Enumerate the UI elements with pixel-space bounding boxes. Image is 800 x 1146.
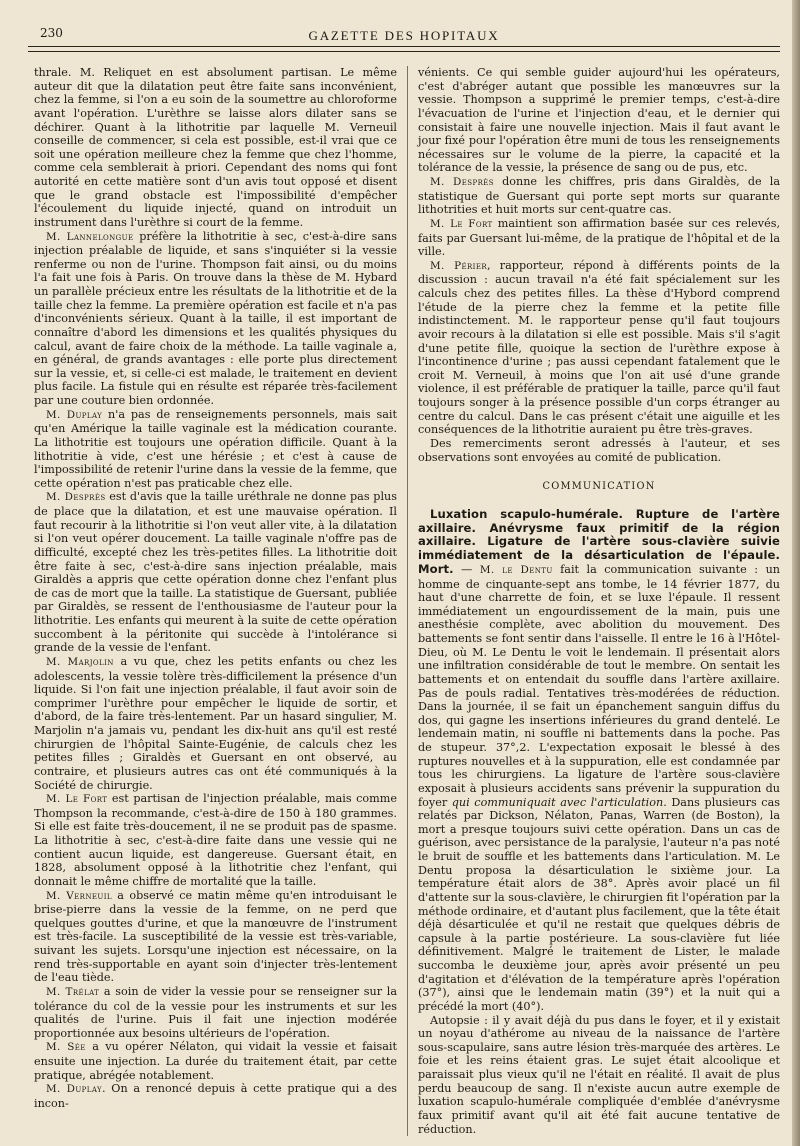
- article-author: M. le Dentu: [479, 563, 553, 576]
- section-heading: COMMUNICATION: [542, 481, 656, 493]
- paragraph: [34, 230, 397, 408]
- speaker-name: M. Duplay: [46, 408, 103, 421]
- paragraph-text: a vu opérer Nélaton, qui vidait la vessie et faisait ensuite une injection. La durée du traitement était, par cette pratique, abrégée notablement.: [34, 1040, 398, 1082]
- paragraph-text: . On a renoncé depuis à cette pratique qui a des incon-: [34, 1082, 398, 1110]
- speaker-name: M. Desprès: [430, 176, 494, 188]
- paragraph-text: a vu que, chez les petits enfants ou chez les adolescents, la vessie tolère très-difficilement la présence d'un liquide. Si l'on fait une injection préalable, il faut avoir soin de comprimer l'urèthre pour empêcher le liquide de sortir, et d'abord, de la faire très-lentement. Par un hasard singulier, M. Marjolin n'a jamais vu, pendant les dix-huit ans qu'il est resté chirurgien de l'hôpital Sainte-Eugénie, de calculs chez les petites filles ; Giraldès et Guersant en ont observé, au contraire, et plusieurs autres cas ont été communiqués à la Société de chirurgie.: [34, 654, 397, 792]
- paragraph: [34, 1040, 397, 1082]
- paragraph-text: a soin de vider la vessie pour se renseigner sur la tolérance du col de la vessie pour les instruments et sur les qualités de l'urine. Puis il fait une injection modérée proportionnée aux besoins ultérieurs de l'opération.: [34, 984, 397, 1040]
- paragraph: thrale. M. Reliquet en est absolument partisan. Le même auteur dit que la dilatation peut être faite sans inconvénient, chez la femme, si l'on a eu soin de la soumettre au chloroforme avant l'opération. L'urèthre se laisse alors dilater sans se déchirer. Quant à la lithotritie par laquelle M. Verneuil conseille de commencer, si cela est possible, est-il vrai que ce soit une opération meilleure chez la femme que chez l'homme, comme cela semblerait à priori. Cependant des noms qui font autorité en cette matière sont d'un avis tout opposé et disent que le grand obstacle est l'impossibilité d'empêcher l'écoulement du liquide injecté, quand on introduit un instrument dans l'urèthre si court de la femme.: [34, 66, 397, 229]
- left-column: [28, 66, 397, 1136]
- speaker-name: M. Périer: [430, 259, 488, 272]
- paragraph: [34, 655, 397, 792]
- paragraph: [418, 259, 780, 437]
- paragraph-text: maintient son affirmation basée sur ces relevés, faits par Guersant lui-même, de la pratique de l'hôpital et de la ville.: [418, 216, 781, 259]
- paragraph-text: est d'avis que la taille uréthrale ne donne pas plus de place que la dilatation, et est une mauvaise opération. Il faut recourir à la lithotritie si l'on veut aller vite, à la dilatation si l'on veut opérer doucement. La taille vaginale n'offre pas de difficulté, excepté chez les très-petites filles. La lithotritie doit être faite à sec, c'est-à-dire sans injection préalable, mais Giraldès a appris que cette opération donne chez l'enfant plus de cas de mort que la taille. La statistique de Guersant, publiée par Giraldès, se ressent de l'enthousiasme de l'auteur pour la lithotritie. Les enfants qui meurent à la suite de cette opération succombent à la péritonite qui succède à l'intolérance si grande de la vessie de l'enfant.: [34, 490, 397, 655]
- text-columns: [28, 66, 780, 1136]
- paragraph: vénients. Ce qui semble guider aujourd'hui les opérateurs, c'est d'abréger autant que possible les manœuvres sur la vessie. Thompson a supprimé le premier temps, c'est-à-dire l'évacuation de l'urine et l'injection d'eau, et le dernier qui consistait à faire une nouvelle injection. Mais il faut avant le jour fixé pour l'opération être muni de tous les renseignements nécessaires sur le volume de la pierre, la capacité et la tolérance de la vessie, la présence de sang ou de pus, etc.: [418, 66, 780, 175]
- paragraph: Des remerciments seront adressés à l'auteur, et ses observations sont envoyées au comité de publication.: [418, 436, 780, 464]
- journal-title: GAZETTE DES HOPITAUX: [308, 28, 500, 43]
- article-paragraph: Luxation scapulo-humérale. Rupture de l'artère axillaire. Anévrysme faux primitif de la région axillaire. Ligature de l'artère sous-clavière suivie immédiatement de la désarticulation de l'épaule. Mort. — M. le Dentu fait la communication suivante : un homme de cinquante-sept ans tombe, le 14 février 1877, du haut d'une charrette de foin, et se luxe l'épaule. Il ressent immédiatement un engourdissement de la main, puis une anesthésie complète, avec abolition du mouvement. Des battements se font sentir dans l'aisselle. Il entre le 16 à l'Hôtel-Dieu, où M. Le Dentu le voit le lendemain. Il présentait alors une infiltration considérable de tout le membre. On sentait les battements et on entendait du souffle dans l'artère axillaire. Pas de pouls radial. Tentatives très-modérées de réduction. Dans la journée, il se fait un épanchement sanguin diffus du dos, qui gagne les insertions inférieures du grand dentelé. Le lendemain matin, ni souffle ni battements dans la poche. Pas de stupeur. 37°,2. L'expectation exposait le blessé à des ruptures nouvelles et à la suppuration, elle est condamnée par tous les chirurgiens. La ligature de l'artère sous-clavière exposait à plusieurs accidents sans prévenir la suppuration du foyer qui communiquait avec l'articulation. Dans plusieurs cas relatés par Dickson, Nélaton, Panas, Warren (de Boston), la mort a presque toujours suivi cette opération. Dans un cas de guérison, avec persistance de la paralysie, l'auteur n'a pas noté le bruit de souffle et les battements dans l'articulation. M. Le Dentu proposa la désarticulation le sixième jour. La température était alors de 38°. Après avoir placé un fil d'attente sur la sous-clavière, le chirurgien fit l'opération par la méthode ordinaire, et d'autant plus facilement, que la tête était déjà désarticulée et qu'il ne restait que quelques débris de capsule à la partie postérieure. La sous-clavière fut liée définitivement. Malgré le traitement de Lister, le malade succomba le deuxième jour, après avoir présenté un peu d'agitation et d'élévation de la température après l'opération (37°), ainsi que le lendemain matin (39°) et la nuit qui a précédé la mort (40°).: [418, 506, 780, 1013]
- italic-phrase: qui communiquait avec l'articulation: [451, 795, 664, 809]
- paragraph: [34, 408, 397, 491]
- paragraph-text: préfère la lithotritie à sec, c'est-à-dire sans injection préalable de liquide, et sans s'inquiéter si la vessie renferme ou non de l'urine. Thompson fait ainsi, ou du moins l'a fait une fois à Paris. On trouve dans la thèse de M. Hybard un parallèle précieux entre les résultats de la lithotritie et de la taille chez la femme. La première opération est facile et n'a pas d'inconvénients sérieux. Quant à la taille, il est important de connaître d'abord les dimensions et les qualités physiques du calcul, avant de faire choix de la méthode. La taille vaginale a, en général, de grands avantages : elle porte plus directement sur la vessie, et, si celle-ci est malade, le traitement en devient plus facile. La fistule qui en résulte est réparée très-facilement par une couture bien ordonnée.: [34, 229, 397, 407]
- speaker-name: M. Le Fort: [430, 217, 493, 230]
- paragraph: [418, 175, 780, 217]
- paragraph-text: donne les chiffres, pris dans Giraldès, de la statistique de Guersant qui porte sept morts sur quarante lithotrities et huit morts sur cent-quatre cas.: [418, 175, 780, 217]
- speaker-name: M. Sée: [46, 1041, 86, 1054]
- article-title: Luxation scapulo-humérale. Rupture de l'artère axillaire. Anévrysme faux primitif de la région axillaire. Ligature de l'artère sous-clavière suivie immédiatement de la désarticulation de l'épaule. Mort.: [418, 506, 780, 576]
- speaker-name: M. Verneuil: [46, 889, 112, 902]
- speaker-name: M. Le Fort: [46, 793, 108, 806]
- paragraph-text: . Dans plusieurs cas relatés par Dickson, Nélaton, Panas, Warren (de Boston), la mort a presque toujours suivi cette opération. Dans un cas de guérison, avec persistance de la paralysie, l'auteur n'a pas noté le bruit de souffle et les battements dans l'articulation. M. Le Dentu proposa la désarticulation le sixième jour. La température était alors de 38°. Après avoir placé un fil d'attente sur la sous-clavière, le chirurgien fit l'opération par la méthode ordinaire, et d'autant plus facilement, que la tête était déjà désarticulée et qu'il ne restait que quelques débris de capsule à la partie postérieure. La sous-clavière fut liée définitivement. Malgré le traitement de Lister, le malade succomba le deuxième jour, après avoir présenté un peu d'agitation et d'élévation de la température après l'opération (37°), ainsi que le lendemain matin (39°) et la nuit qui a précédé la mort (40°).: [418, 795, 780, 1013]
- page-number: 230: [40, 26, 63, 40]
- paragraph-text: , rapporteur, répond à différents points de la discussion : aucun travail n'a été fait spécialement sur les calculs chez des petites filles. La thèse d'Hybord comprend l'étude de la pierre chez la femme et la petite fille indistinctement. M. le rapporteur pense qu'il faut toujours avoir recours à la dilatation si elle est possible. Mais s'il s'agit d'une petite fille, quoique la section de l'urèthre expose à l'incontinence d'urine ; pas aussi cependant fatalement que le croit M. Verneuil, à moins que l'on ait usé d'une grande violence, il est préférable de pratiquer la taille, parce qu'il faut toujours songer à la présence possible d'un corps étranger au centre du calcul. Dans le cas présent c'était une aiguille et les conséquences de la lithotritie auraient pu être très-graves.: [418, 258, 780, 437]
- paragraph-text: fait la communication suivante : un homme de cinquante-sept ans tombe, le 14 février 1877, du haut d'une charrette de foin, et se luxe l'épaule. Il ressent immédiatement un engourdissement de la main, puis une anesthésie complète, avec abolition du mouvement. Des battements se font sentir dans l'aisselle. Il entre le 16 à l'Hôtel-Dieu, où M. Le Dentu le voit le lendemain. Il présentait alors une infiltration considérable de tout le membre. On sentait les battements et on entendait du souffle dans l'artère axillaire. Pas de pouls radial. Tentatives très-modérées de réduction. Dans la journée, il se fait un épanchement sanguin diffus du dos, qui gagne les insertions inférieures du grand dentelé. Le lendemain matin, ni souffle ni battements dans la poche. Pas de stupeur. 37°,2. L'expectation exposait le blessé à des ruptures nouvelles et à la suppuration, elle est condamnée par tous les chirurgiens. La ligature de l'artère sous-clavière exposait à plusieurs accidents sans prévenir la suppuration du foyer: [418, 562, 780, 809]
- header-rule: [28, 46, 780, 52]
- paragraph: [34, 1082, 397, 1110]
- paragraph: [34, 490, 397, 655]
- speaker-name: M. Desprès: [46, 491, 106, 504]
- speaker-name: M. Lannelongue: [46, 230, 134, 243]
- paragraph-text: est partisan de l'injection préalable, mais comme Thompson la recommande, c'est-à-dire de 150 à 180 grammes. Si elle est faite très-doucement, il ne se produit pas de spasme. La lithotritie à sec, c'est-à-dire faite dans une vessie qui ne contient aucun liquide, est dangereuse. Guersant était, en 1828, absolument opposé à la lithotritie chez l'enfant, qui donnait le même chiffre de mortalité que la taille.: [34, 792, 397, 888]
- speaker-name: M. Trélat: [46, 985, 100, 998]
- paragraph-text: a observé ce matin même qu'en introduisant le brise-pierre dans la vessie de la femme, on ne perd que quelques gouttes d'urine, et que la manœuvre de l'instrument est très-facile. La susceptibilité de la vessie est très-variable, suivant les sujets. Lorsqu'une injection est nécessaire, on la rend très-supportable en ayant soin d'injecter très-lentement de l'eau tiède.: [34, 888, 397, 985]
- right-column: [407, 66, 780, 1136]
- autopsy-paragraph: Autopsie : il y avait déjà du pus dans le foyer, et il y existait un noyau d'athérome au niveau de la naissance de l'artère sous-scapulaire, sans autre lésion très-marquée des artères. Le foie et les reins étaient gras. Le sujet était alcoolique et paraissait plus vieux qu'il ne l'était en réalité. Il avait de plus perdu beaucoup de sang. Il n'existe aucun autre exemple de luxation scapulo-humérale compliquée d'emblée d'anévrysme faux primitif avant qu'il ait été fait aucune tentative de réduction.: [418, 1013, 780, 1136]
- page-edge-shadow: [792, 0, 800, 1146]
- speaker-name: M. Duplay: [46, 1083, 103, 1096]
- paragraph: [34, 985, 397, 1041]
- speaker-name: M. Marjolin: [46, 655, 114, 668]
- paragraph: [34, 889, 397, 985]
- paragraph-text: n'a pas de renseignements personnels, mais sait qu'en Amérique la taille vaginale est la médication courante. La lithotritie est toujours une opération difficile. Quant à la lithotritie à vide, c'est une hérésie ; et c'est à cause de l'impossibilité de retenir l'urine dans la vessie de la femme, que cette opération n'est pas praticable chez elle.: [34, 407, 397, 490]
- running-head: [28, 0, 780, 46]
- paragraph: [418, 217, 780, 259]
- paragraph: [34, 792, 397, 888]
